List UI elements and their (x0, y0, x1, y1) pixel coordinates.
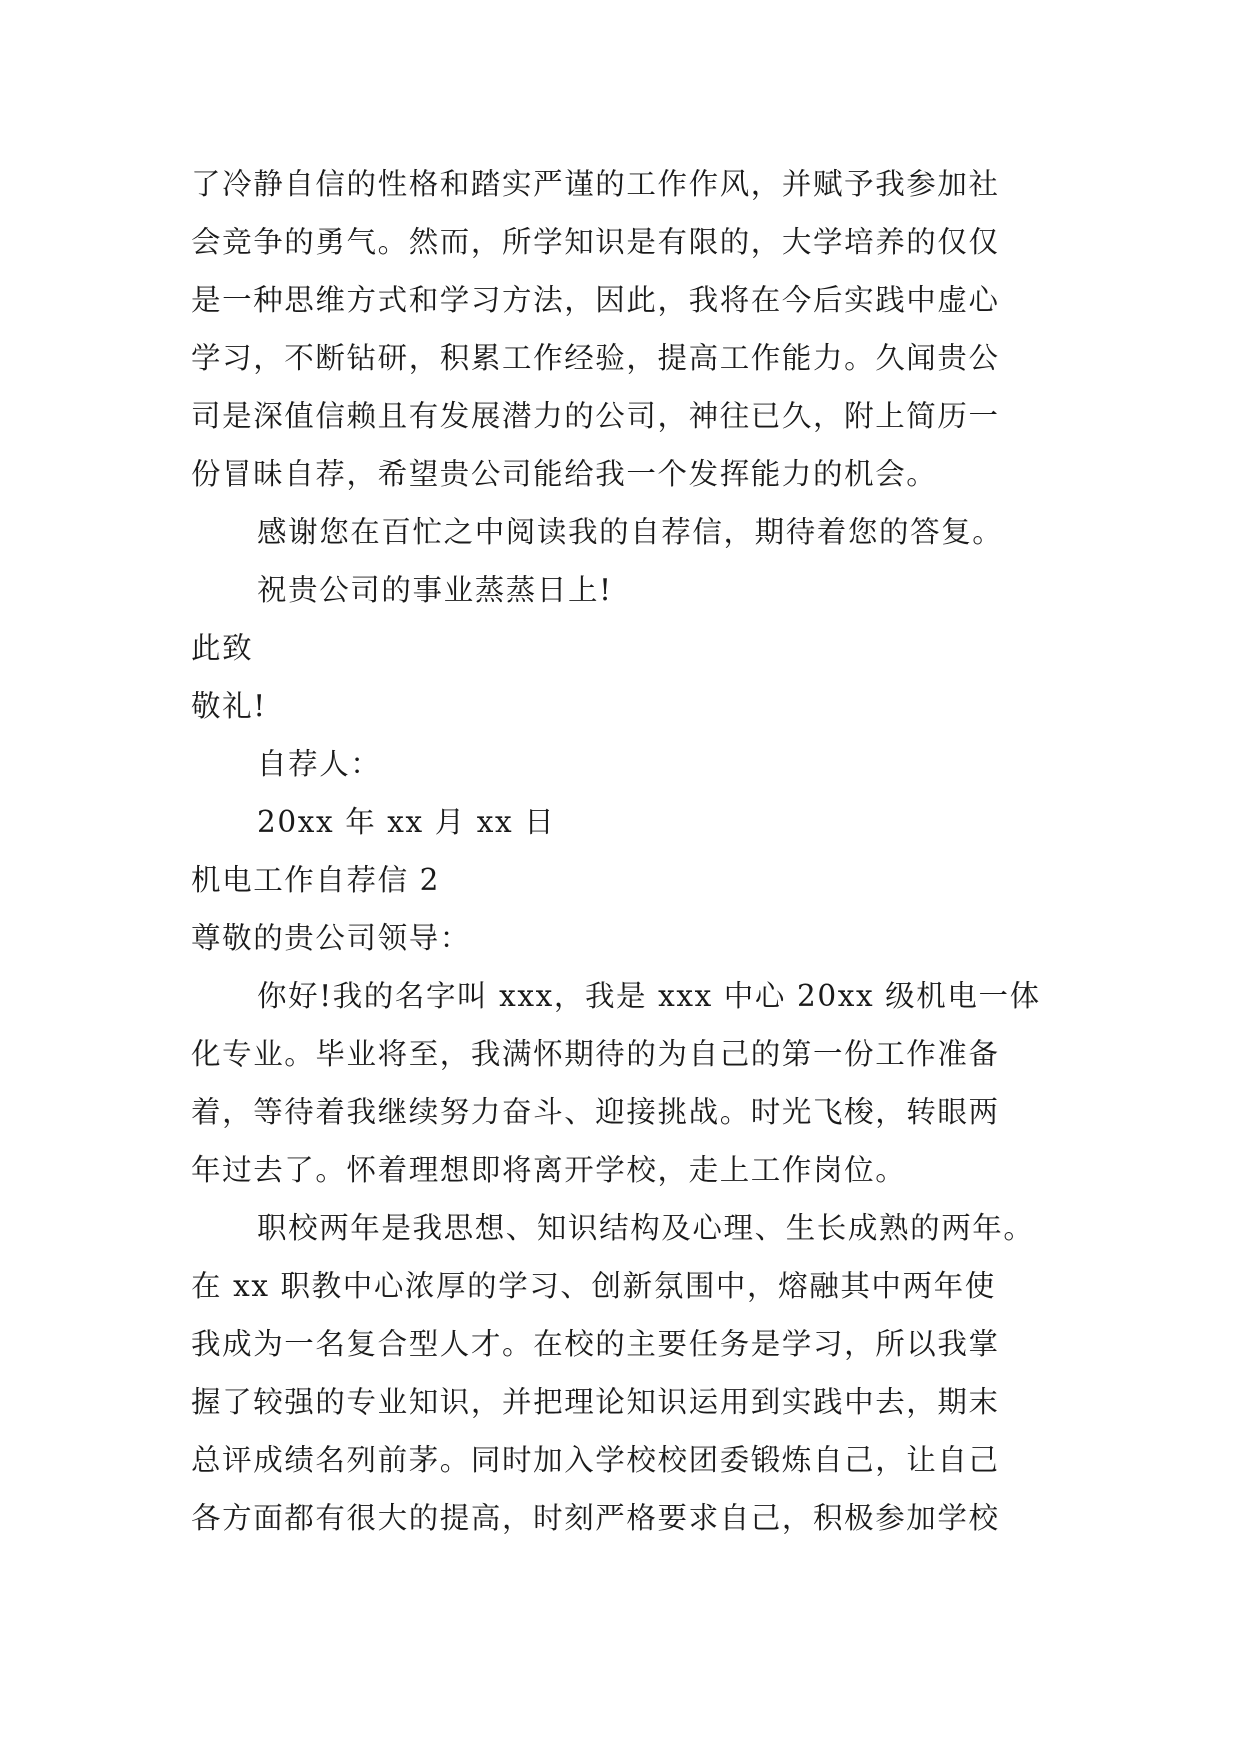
text-line: 司是深值信赖且有发展潜力的公司，神往已久，附上简历一 (191, 399, 1000, 433)
text-line: 20xx 年 xx 月 xx 日 (257, 805, 556, 839)
text-line: 在 xx 职教中心浓厚的学习、创新氛围中，熔融其中两年使 (191, 1269, 996, 1303)
text-line: 感谢您在百忙之中阅读我的自荐信，期待着您的答复。 (257, 515, 1004, 549)
text-line: 祝贵公司的事业蒸蒸日上! (257, 573, 613, 607)
text-line: 了冷静自信的性格和踏实严谨的工作作风，并赋予我参加社 (191, 167, 1000, 201)
text-line: 我成为一名复合型人才。在校的主要任务是学习，所以我掌 (191, 1327, 1000, 1361)
text-line: 机电工作自荐信 2 (191, 863, 441, 897)
text-line: 会竞争的勇气。然而，所学知识是有限的，大学培养的仅仅 (191, 225, 1000, 259)
text-line: 是一种思维方式和学习方法，因此，我将在今后实践中虚心 (191, 283, 1000, 317)
text-line: 年过去了。怀着理想即将离开学校，走上工作岗位。 (191, 1153, 907, 1187)
text-line: 总评成绩名列前茅。同时加入学校校团委锻炼自己，让自己 (191, 1443, 1000, 1477)
text-line: 敬礼! (191, 689, 267, 723)
text-line: 份冒昧自荐，希望贵公司能给我一个发挥能力的机会。 (191, 457, 938, 491)
text-line: 着，等待着我继续努力奋斗、迎接挑战。时光飞梭，转眼两 (191, 1095, 1000, 1129)
text-line: 自荐人： (257, 747, 382, 781)
text-line: 化专业。毕业将至，我满怀期待的为自己的第一份工作准备 (191, 1037, 1000, 1071)
text-line: 职校两年是我思想、知识结构及心理、生长成熟的两年。 (257, 1211, 1035, 1245)
letter-body (191, 155, 1071, 1547)
text-line: 此致 (191, 631, 254, 665)
text-line: 各方面都有很大的提高，时刻严格要求自己，积极参加学校 (191, 1501, 1000, 1535)
text-line: 学习，不断钻研，积累工作经验，提高工作能力。久闻贵公 (191, 341, 1000, 375)
text-line: 尊敬的贵公司领导： (191, 921, 471, 955)
text-line: 握了较强的专业知识，并把理论知识运用到实践中去，期末 (191, 1385, 1000, 1419)
text-line: 你好!我的名字叫 xxx，我是 xxx 中心 20xx 级机电一体 (257, 979, 1041, 1013)
